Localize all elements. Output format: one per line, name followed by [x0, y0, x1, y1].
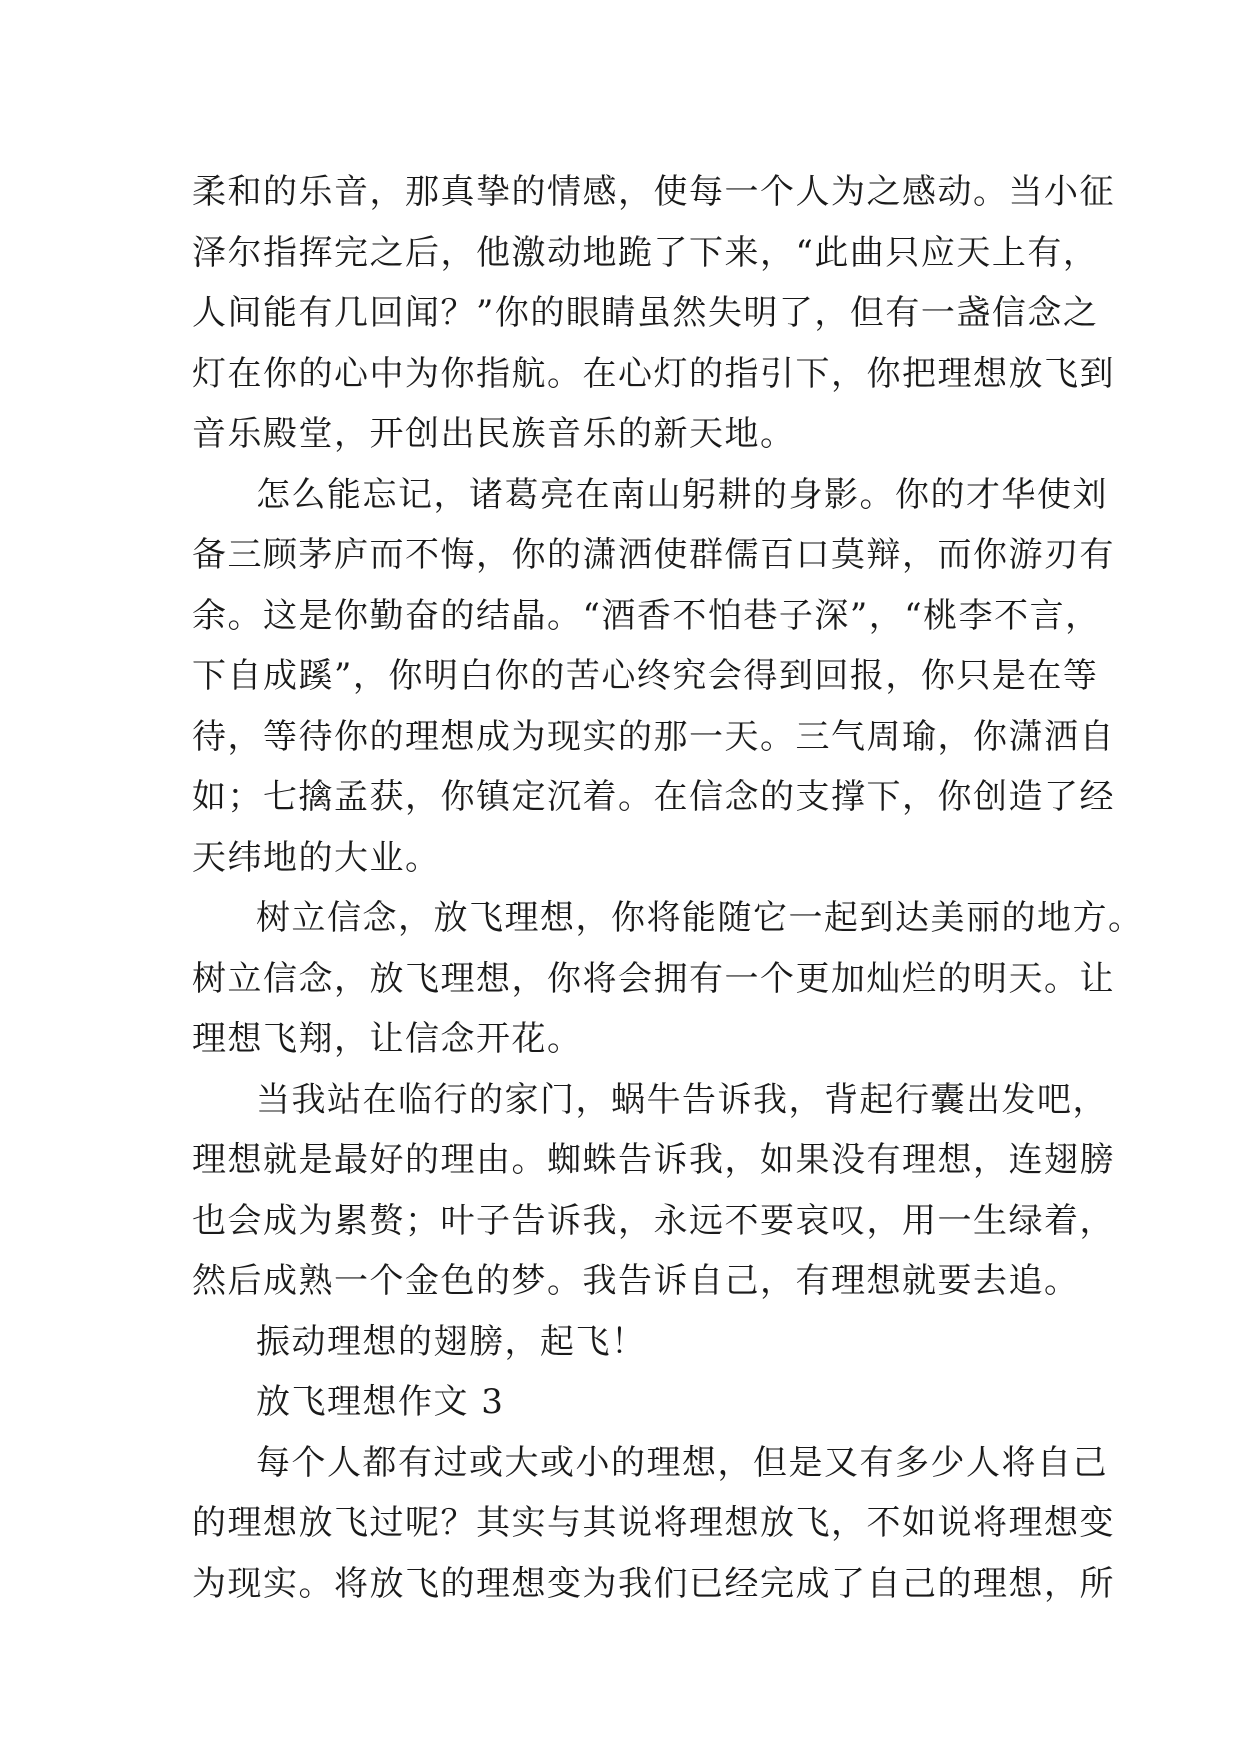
- text-line: 理想就是最好的理由。蜘蛛告诉我，如果没有理想，连翅膀: [192, 1140, 1115, 1180]
- text-line: 下自成蹊”，你明白你的苦心终究会得到回报，你只是在等: [192, 656, 1099, 696]
- text-line: 然后成熟一个金色的梦。我告诉自己，有理想就要去追。: [192, 1261, 1080, 1301]
- text-line: 树立信念，放飞理想，你将能随它一起到达美丽的地方。: [256, 898, 1144, 938]
- text-line: 树立信念，放飞理想，你将会拥有一个更加灿烂的明天。让: [192, 958, 1115, 999]
- text-line: 灯在你的心中为你指航。在心灯的指引下，你把理想放飞到: [192, 353, 1115, 394]
- text-line: 人间能有几回闻？”你的眼睛虽然失明了，但有一盏信念之: [192, 293, 1099, 333]
- text-line: 音乐殿堂，开创出民族音乐的新天地。: [192, 414, 796, 454]
- text-line: 泽尔指挥完之后，他激动地跪了下来，“此曲只应天上有，: [192, 232, 1099, 273]
- text-line: 当我站在临行的家门，蜗牛告诉我，背起行囊出发吧，: [256, 1079, 1108, 1120]
- text-line: 怎么能忘记，诸葛亮在南山躬耕的身影。你的才华使刘: [256, 474, 1108, 515]
- text-line: 的理想放飞过呢？其实与其说将理想放飞，不如说将理想变: [192, 1503, 1115, 1543]
- text-line: 柔和的乐音，那真挚的情感，使每一个人为之感动。当小征: [192, 172, 1115, 212]
- text-line: 每个人都有过或大或小的理想，但是又有多少人将自己: [256, 1442, 1108, 1483]
- text-line: 也会成为累赘；叶子告诉我，永远不要哀叹，用一生绿着，: [192, 1200, 1115, 1241]
- document-page: [192, 162, 1144, 1614]
- text-line: 振动理想的翅膀，起飞！: [256, 1321, 647, 1362]
- text-line: 天纬地的大业。: [192, 837, 441, 878]
- text-line: 待，等待你的理想成为现实的那一天。三气周瑜，你潇洒自: [192, 716, 1115, 757]
- text-line: 放飞理想作文 3: [256, 1382, 505, 1422]
- text-line: 备三顾茅庐而不悔，你的潇洒使群儒百口莫辩，而你游刃有: [192, 535, 1115, 575]
- text-line: 如；七擒孟获，你镇定沉着。在信念的支撑下，你创造了经: [192, 777, 1115, 817]
- text-line: 为现实。将放飞的理想变为我们已经完成了自己的理想，所: [192, 1563, 1115, 1604]
- text-line: 余。这是你勤奋的结晶。“酒香不怕巷子深”，“桃李不言，: [192, 595, 1101, 636]
- text-line: 理想飞翔，让信念开花。: [192, 1019, 583, 1059]
